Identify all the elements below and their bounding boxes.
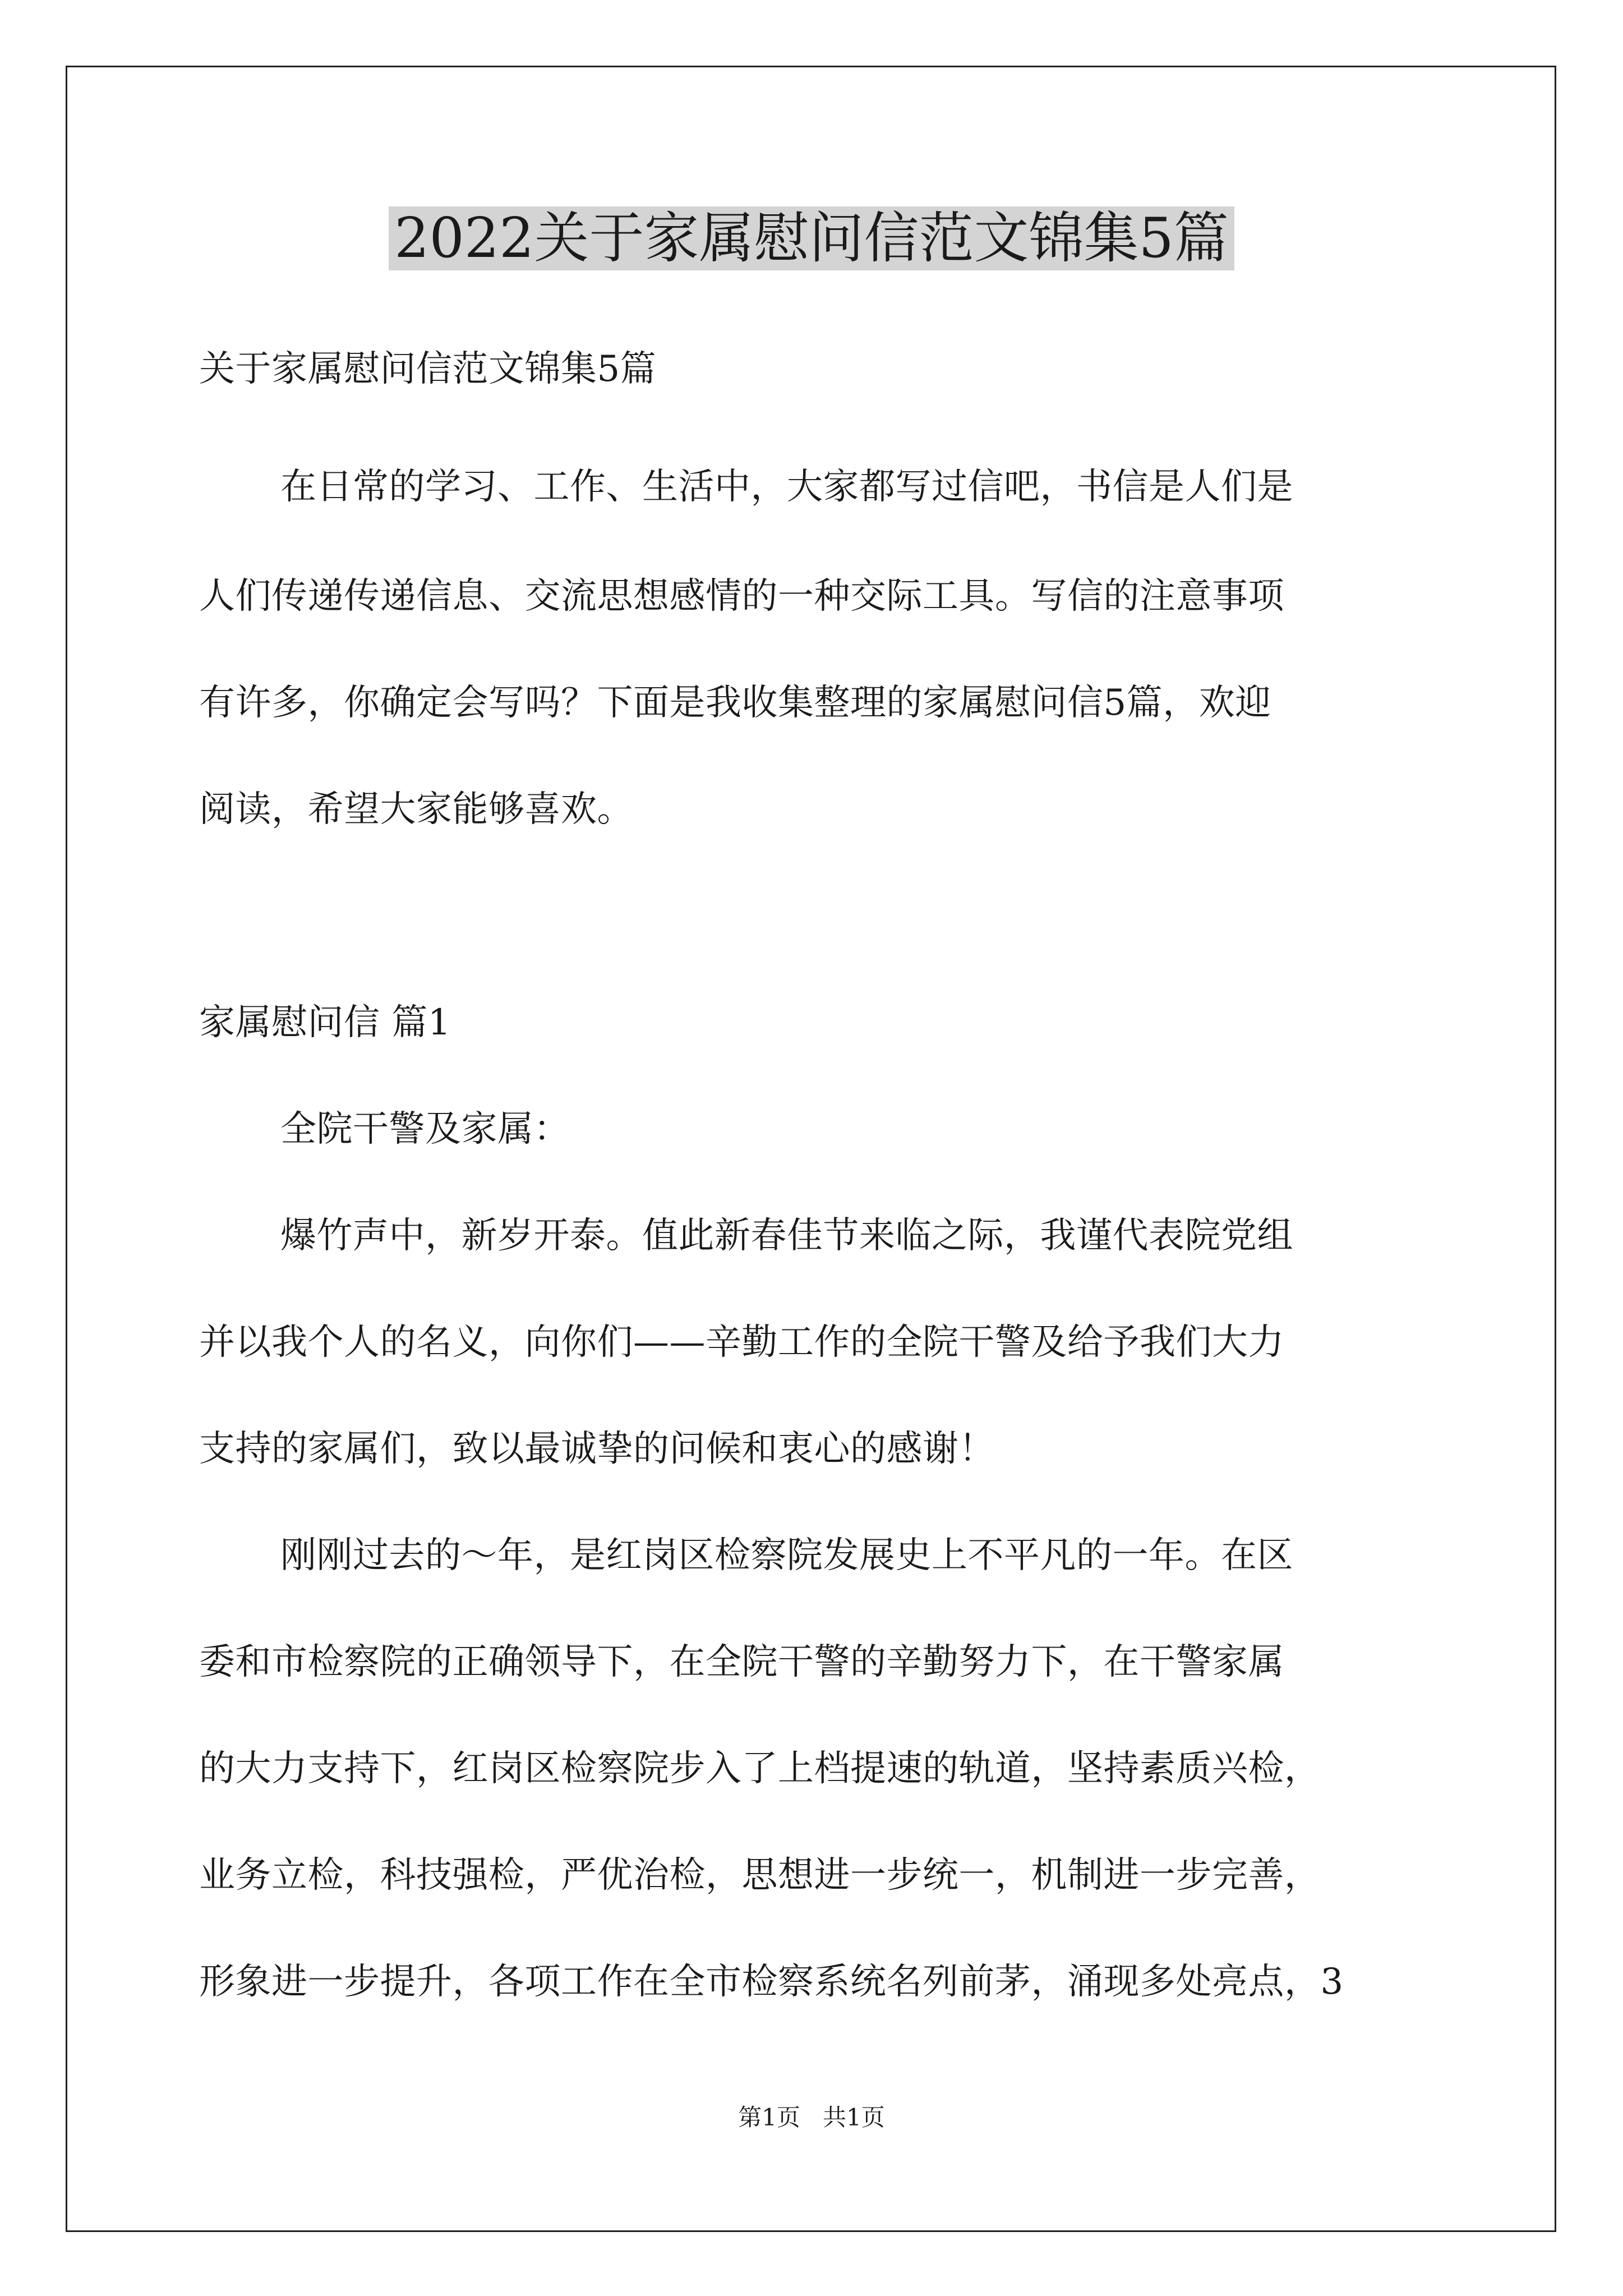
paragraph-line: 业务立检，科技强检，严优治检，思想进一步统一，机制进一步完善， xyxy=(199,1855,1321,1896)
paragraph-line: 爆竹声中，新岁开泰。值此新春佳节来临之际，我谨代表院党组 xyxy=(280,1215,1293,1257)
paragraph-line: 委和市检察院的正确领导下，在全院干警的辛勤努力下，在干警家属 xyxy=(199,1641,1284,1683)
section-heading: 家属慰问信 篇1 xyxy=(199,1002,451,1043)
paragraph-line: 形象进一步提升，各项工作在全市检察系统名列前茅，涌现多处亮点，3 xyxy=(199,1961,1344,2003)
paragraph-line: 人们传递传递信息、交流思想感情的一种交际工具。写信的注意事项 xyxy=(199,576,1284,617)
document-title-text: 2022关于家属慰问信范文锦集5篇 xyxy=(389,206,1234,270)
subtitle-line: 关于家属慰问信范文锦集5篇 xyxy=(199,348,657,390)
paragraph-line: 阅读，希望大家能够喜欢。 xyxy=(199,789,633,830)
page-footer: 第1页 共1页 xyxy=(738,2104,885,2131)
paragraph-line: 在日常的学习、工作、生活中，大家都写过信吧，书信是人们是 xyxy=(280,466,1293,508)
paragraph-line: 并以我个人的名义，向你们——辛勤工作的全院干警及给予我们大力 xyxy=(199,1322,1284,1363)
paragraph-line: 的大力支持下，红岗区检察院步入了上档提速的轨道，坚持素质兴检， xyxy=(199,1748,1321,1789)
paragraph-line: 刚刚过去的～年，是红岗区检察院发展史上不平凡的一年。在区 xyxy=(280,1535,1293,1576)
document-title xyxy=(0,199,1623,278)
salutation-line: 全院干警及家属： xyxy=(280,1108,570,1150)
paragraph-line: 有许多，你确定会写吗？下面是我收集整理的家属慰问信5篇，欢迎 xyxy=(199,682,1271,724)
paragraph-line: 支持的家属们，致以最诚挚的问候和衷心的感谢！ xyxy=(199,1428,995,1470)
